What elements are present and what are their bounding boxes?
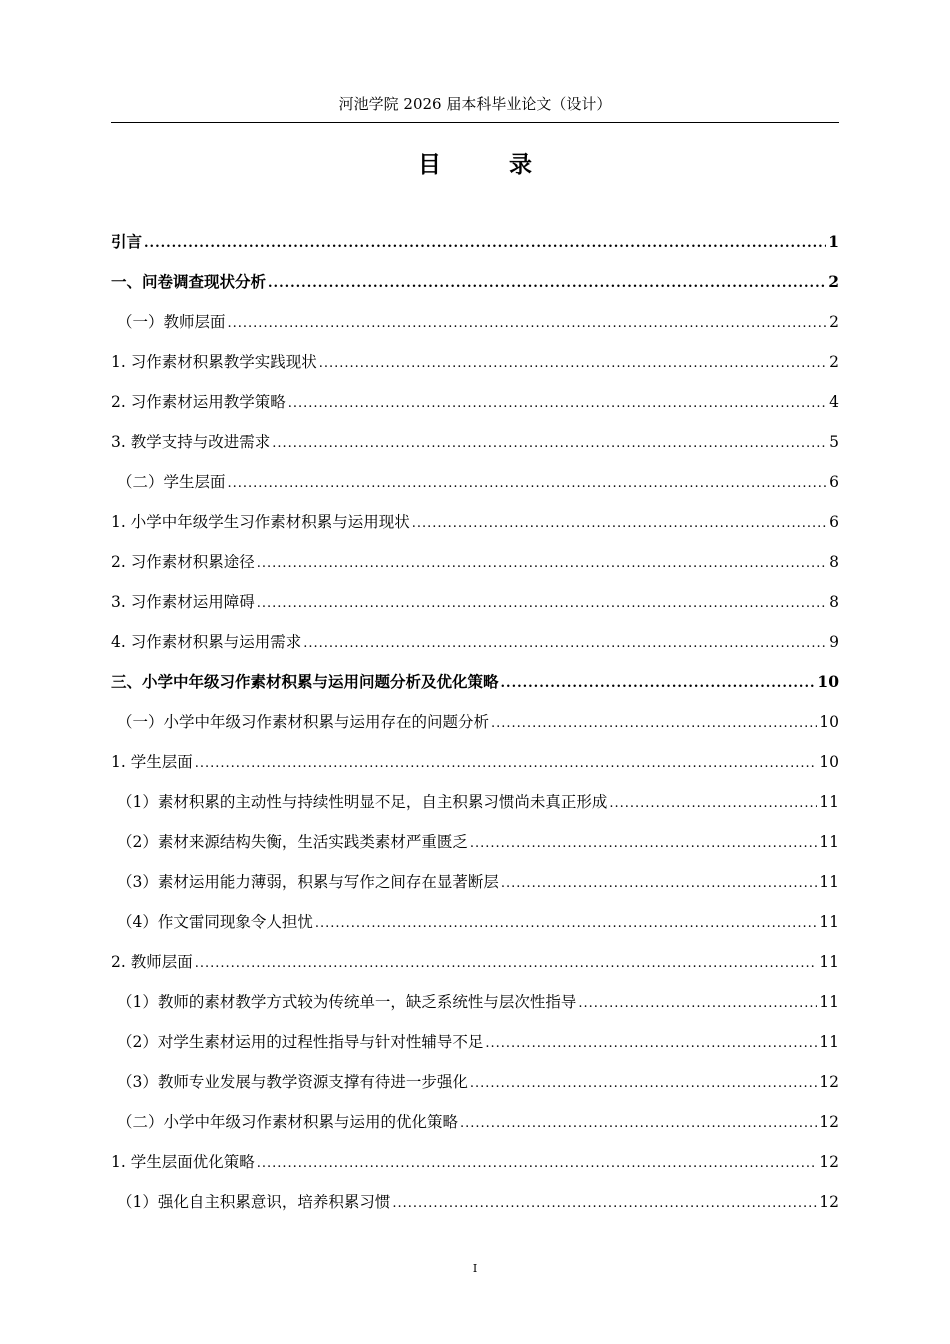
toc-dot-leader xyxy=(460,1110,817,1138)
toc-entry-label: 1. 学生层面 xyxy=(111,753,193,771)
toc-entry-label: （1）教师的素材教学方式较为传统单一，缺乏系统性与层次性指导 xyxy=(117,993,577,1011)
toc-entry-label: （二）学生层面 xyxy=(117,473,226,491)
toc-entry-page: 6 xyxy=(829,473,839,491)
toc-entry[interactable] xyxy=(111,748,839,788)
toc-entry-page: 12 xyxy=(819,1153,839,1171)
header-divider xyxy=(111,122,839,123)
toc-dot-leader xyxy=(501,670,816,698)
toc-entry-page: 8 xyxy=(829,553,839,571)
toc-dot-leader xyxy=(578,990,817,1018)
toc-entry[interactable] xyxy=(111,788,839,828)
toc-entry[interactable] xyxy=(111,548,839,588)
toc-entry-page: 2 xyxy=(829,313,839,331)
toc-entry-page: 12 xyxy=(819,1073,839,1091)
toc-entry-label: （2）素材来源结构失衡，生活实践类素材严重匮乏 xyxy=(117,833,468,851)
toc-entry[interactable] xyxy=(111,468,839,508)
toc-entry-page: 10 xyxy=(817,672,839,691)
toc-entry-page: 11 xyxy=(819,1033,839,1051)
toc-dot-leader xyxy=(144,230,826,258)
toc-entry[interactable] xyxy=(111,1108,839,1148)
toc-entry-label: 3. 教学支持与改进需求 xyxy=(111,433,271,451)
toc-dot-leader xyxy=(501,870,817,898)
toc-entry-label: 三、小学中年级习作素材积累与运用问题分析及优化策略 xyxy=(111,672,499,691)
toc-dot-leader xyxy=(392,1190,817,1218)
toc-entry-label: 1. 小学中年级学生习作素材积累与运用现状 xyxy=(111,513,410,531)
toc-dot-leader xyxy=(288,390,827,418)
toc-dot-leader xyxy=(195,950,818,978)
toc-entry-page: 11 xyxy=(819,793,839,811)
toc-entry[interactable] xyxy=(111,1028,839,1068)
toc-entry[interactable] xyxy=(111,1188,839,1228)
page-number: I xyxy=(472,1262,478,1275)
toc-dot-leader xyxy=(228,470,828,498)
toc-entry[interactable] xyxy=(111,308,839,348)
toc-entry-label: 2. 教师层面 xyxy=(111,953,193,971)
toc-entry-label: 2. 习作素材积累途径 xyxy=(111,553,255,571)
toc-dot-leader xyxy=(609,790,817,818)
toc-entry-page: 10 xyxy=(819,753,839,771)
toc-dot-leader xyxy=(195,750,818,778)
toc-entry-label: 1. 学生层面优化策略 xyxy=(111,1153,255,1171)
toc-entry-page: 11 xyxy=(819,993,839,1011)
toc-entry-label: （二）小学中年级习作素材积累与运用的优化策略 xyxy=(117,1113,459,1131)
toc-entry-page: 12 xyxy=(819,1113,839,1131)
toc-entry-label: 3. 习作素材运用障碍 xyxy=(111,593,255,611)
toc-entry-page: 2 xyxy=(829,353,839,371)
toc-dot-leader xyxy=(485,1030,817,1058)
toc-dot-leader xyxy=(491,710,817,738)
toc-entry[interactable] xyxy=(111,588,839,628)
toc-entry[interactable] xyxy=(111,708,839,748)
toc-entry-label: 4. 习作素材积累与运用需求 xyxy=(111,633,302,651)
toc-dot-leader xyxy=(257,550,827,578)
toc-entry-label: （3）素材运用能力薄弱，积累与写作之间存在显著断层 xyxy=(117,873,499,891)
toc-entry-label: 一、问卷调查现状分析 xyxy=(111,272,267,291)
toc-entry[interactable] xyxy=(111,228,839,268)
toc-entry[interactable] xyxy=(111,868,839,908)
table-of-contents xyxy=(111,228,839,1228)
toc-entry-page: 5 xyxy=(829,433,839,451)
toc-entry-page: 1 xyxy=(828,232,839,251)
toc-dot-leader xyxy=(268,270,826,298)
toc-entry-page: 11 xyxy=(819,833,839,851)
toc-entry-label: （一）教师层面 xyxy=(117,313,226,331)
toc-entry-label: （4）作文雷同现象令人担忧 xyxy=(117,913,313,931)
toc-entry[interactable] xyxy=(111,908,839,948)
toc-entry[interactable] xyxy=(111,1068,839,1108)
toc-dot-leader xyxy=(257,1150,818,1178)
toc-dot-leader xyxy=(470,830,817,858)
toc-entry-page: 6 xyxy=(829,513,839,531)
toc-entry-page: 2 xyxy=(828,272,839,291)
toc-entry[interactable] xyxy=(111,668,839,708)
toc-entry-page: 11 xyxy=(819,953,839,971)
toc-dot-leader xyxy=(228,310,828,338)
toc-entry-page: 8 xyxy=(829,593,839,611)
toc-entry-page: 11 xyxy=(819,873,839,891)
toc-dot-leader xyxy=(319,350,827,378)
toc-entry-label: （一）小学中年级习作素材积累与运用存在的问题分析 xyxy=(117,713,490,731)
toc-entry[interactable] xyxy=(111,428,839,468)
toc-dot-leader xyxy=(315,910,817,938)
toc-entry[interactable] xyxy=(111,828,839,868)
toc-entry[interactable] xyxy=(111,508,839,548)
running-header: 河池学院 2026 届本科毕业论文（设计） xyxy=(338,95,612,113)
toc-entry[interactable] xyxy=(111,348,839,388)
toc-entry-label: （2）对学生素材运用的过程性指导与针对性辅导不足 xyxy=(117,1033,484,1051)
toc-entry-page: 12 xyxy=(819,1193,839,1211)
toc-entry[interactable] xyxy=(111,948,839,988)
toc-entry[interactable] xyxy=(111,268,839,308)
toc-entry-page: 4 xyxy=(829,393,839,411)
toc-entry-label: （1）强化自主积累意识，培养积累习惯 xyxy=(117,1193,391,1211)
toc-entry-label: 引言 xyxy=(111,232,143,251)
toc-dot-leader xyxy=(470,1070,817,1098)
toc-entry-label: 2. 习作素材运用教学策略 xyxy=(111,393,286,411)
toc-dot-leader xyxy=(303,630,827,658)
toc-dot-leader xyxy=(272,430,827,458)
toc-entry-label: （1）素材积累的主动性与持续性明显不足，自主积累习惯尚未真正形成 xyxy=(117,793,608,811)
toc-entry-page: 10 xyxy=(819,713,839,731)
toc-entry-label: （3）教师专业发展与教学资源支撑有待进一步强化 xyxy=(117,1073,468,1091)
toc-entry[interactable] xyxy=(111,1148,839,1188)
toc-title: 目 录 xyxy=(417,151,562,178)
toc-entry-page: 11 xyxy=(819,913,839,931)
toc-dot-leader xyxy=(412,510,827,538)
toc-entry[interactable] xyxy=(111,388,839,428)
toc-entry[interactable] xyxy=(111,988,839,1028)
toc-entry-label: 1. 习作素材积累教学实践现状 xyxy=(111,353,317,371)
toc-entry[interactable] xyxy=(111,628,839,668)
toc-entry-page: 9 xyxy=(829,633,839,651)
toc-dot-leader xyxy=(257,590,827,618)
